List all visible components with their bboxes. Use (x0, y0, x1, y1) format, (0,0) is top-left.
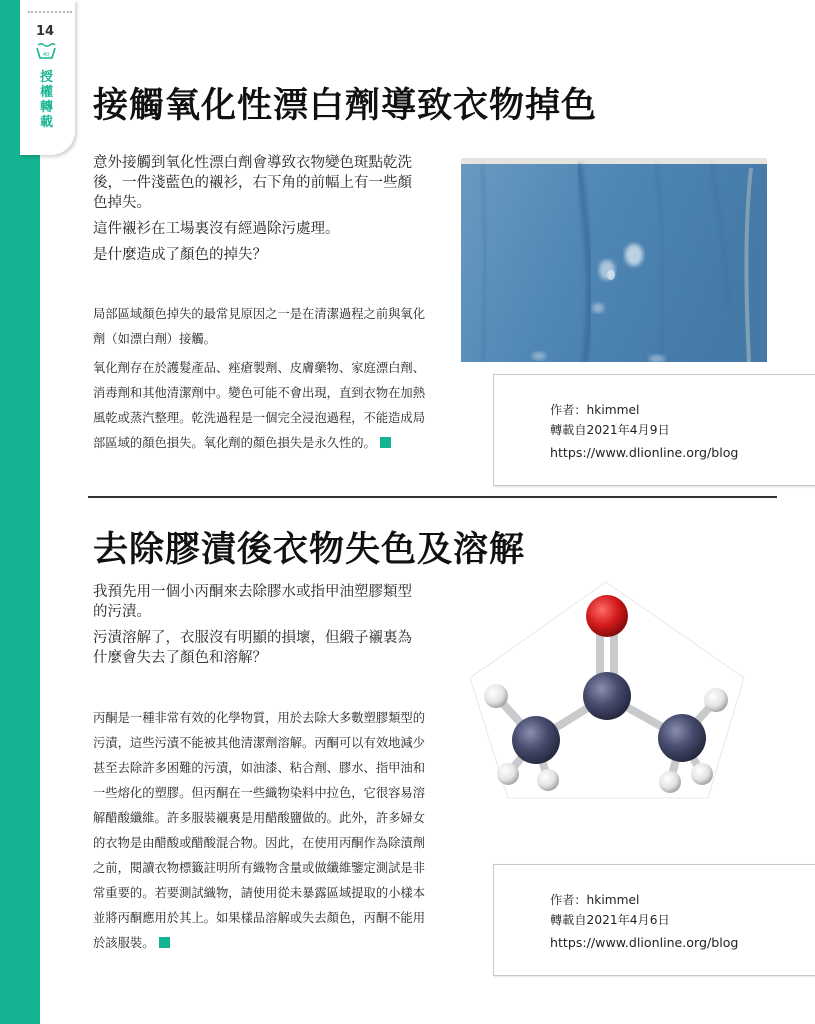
credit-author: 作者：hkimmel (550, 403, 640, 417)
section1-credit-box (493, 374, 815, 486)
page-number: 14 (36, 24, 55, 39)
section1-body-paragraph (93, 356, 428, 456)
credit-date: 轉載自2021年4月9日 (550, 423, 670, 437)
section2-body-paragraph (93, 706, 428, 956)
section2-intro-line: 我預先用一個小丙酮來去除膠水或指甲油塑膠類型的污漬。 (93, 584, 412, 620)
section1-title: 接觸氧化性漂白劑導致衣物掉色 (93, 86, 598, 126)
svg-text:40: 40 (42, 52, 50, 58)
section2-body (93, 706, 428, 956)
blue-shirt-photo (461, 158, 767, 362)
section2-intro-line: 污漬溶解了，衣服沒有明顯的損壞，但緞子襯裏為什麼會失去了顏色和溶解？ (93, 630, 412, 666)
section2-body-text: 丙酮是一種非常有效的化學物質，用於去除大多數塑膠類型的污漬，這些污漬不能被其他清潔劑溶解。丙酮可以有效地減少甚至去除許多困難的污漬，如油漆、粘合劑、膠水、指甲油和一些熔化的塑膠。但丙酮在一些織物染料中拉色，它很容易溶解醋酸纖維。許多服裝襯裏是用醋酸鹽做的。此外，許多婦女的衣物是由醋酸或醋酸混合物。因此，在使用丙酮作為除漬劑之前，閱讀衣物標籤註明所有織物含量或做纖維鑒定測試是非常重要的。若要測試織物，請使用從未暴露區域提取的小樣本並將丙酮應用於其上。如果樣品溶解或失去顏色，丙酮不能用於該服裝。 (93, 711, 426, 950)
section2-title: 去除膠漬後衣物失色及溶解 (93, 530, 526, 570)
section1-body (93, 302, 428, 456)
credit-date: 轉載自2021年4月6日 (550, 913, 670, 927)
section1-body-text: 氧化劑存在於護髮產品、痤瘡製劑、皮膚藥物、家庭漂白劑、消毒劑和其他清潔劑中。變色可能不會出現，直到衣物在加熱風乾或蒸汽整理。乾洗過程是一個完全浸泡過程，不能造成局部區域的顏色損失。氧化劑的顏色損失是永久性的。 (93, 361, 426, 450)
acetone-molecule-image (466, 578, 746, 808)
side-label: 授權轉載 (40, 70, 54, 130)
wash-basin-icon (36, 43, 56, 59)
end-mark-icon (380, 437, 391, 448)
credit-url: https://www.dlionline.org/blog (550, 445, 739, 460)
section1-intro-line: 這件襯衫在工場裏沒有經過除污處理。 (93, 221, 340, 237)
section1-intro-line: 是什麼造成了顏色的掉失？ (93, 247, 267, 263)
tab-dots (28, 11, 72, 13)
section1-body-paragraph: 局部區域顏色掉失的最常見原因之一是在清潔過程之前與氧化劑（如漂白劑）接觸。 (93, 307, 426, 346)
section2-intro (93, 582, 425, 674)
credit-author: 作者：hkimmel (550, 893, 640, 907)
credit-url: https://www.dlionline.org/blog (550, 935, 739, 950)
section1-intro-line: 意外接觸到氧化性漂白劑會導致衣物變色斑點乾洗後，一件淺藍色的襯衫，右下角的前幅上有一些顏色掉失。 (93, 155, 412, 211)
section-divider (88, 496, 777, 498)
section2-credit-box (493, 864, 815, 976)
section1-intro (93, 153, 425, 271)
end-mark-icon (159, 937, 170, 948)
